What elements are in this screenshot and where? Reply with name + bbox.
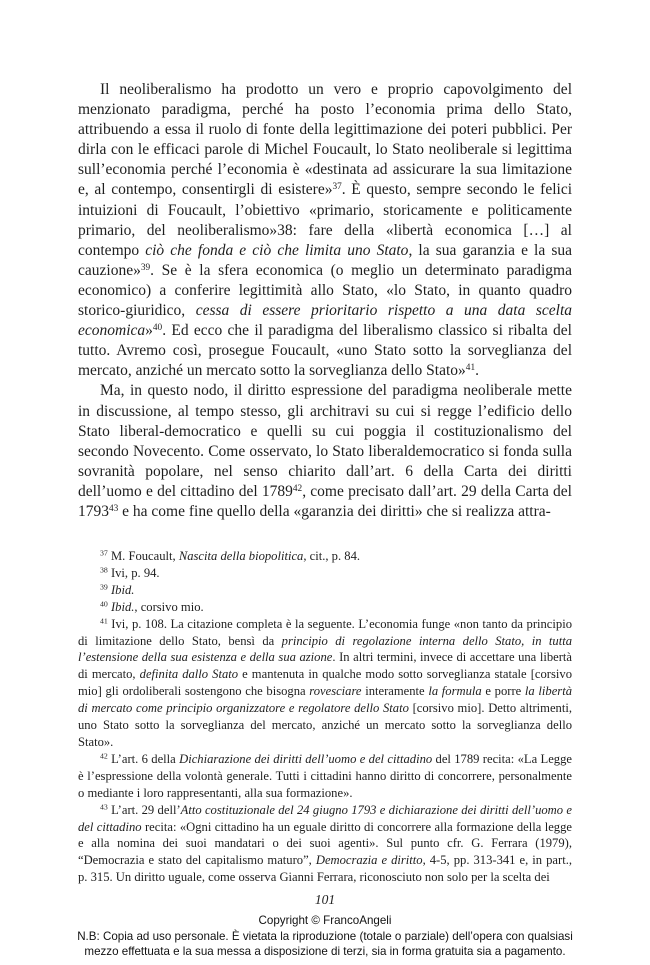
italic-text-run: Ibid. [110, 582, 135, 597]
text-run: interamente [361, 684, 429, 699]
footnote-reference: 43 [109, 503, 119, 514]
text-run: Il neoliberalismo ha prodotto un vero e proprio capovolgimento del menzionato paradigma, perché ha posto l’economia prima dello Stato, attribuendo a essa il ruolo di fonte della legittimazione dei poteri pubblici. Per dirla con le efficaci parole di Michel Foucault, lo Stato neoliberale si legittima sull’economia perché l’economia è «destinata ad assicurare la sua limitazione e, al contempo, consentirgli di esistere» [78, 81, 572, 199]
italic-text-run: la libertà di mercato come principio organizzatore e regolatore dello Stato [78, 684, 572, 716]
copyright-line: Copyright © FrancoAngeli [258, 914, 392, 927]
italic-text-run: Nascita della biopolitica [178, 549, 304, 563]
italic-text-run: rovesciare [309, 684, 362, 699]
text-run: Ma, in questo nodo, il diritto espressione del paradigma neoliberale mette in discussione, al tempo stesso, gli architravi su cui si regge l’edificio dello Stato liberal-democratico e quelli su cui poggia il costituzionalismo del secondo Novecento. Come osservato, lo Stato liberaldemocratico si fonda sulla sovranità popolare, nel senso chiarito dall’art. 6 della Carta dei diritti dell’uomo e del cittadino del 1789 [78, 382, 572, 500]
footnote-42 [78, 751, 572, 802]
footnote-reference: 39 [140, 262, 151, 273]
footnote-37 [78, 548, 572, 565]
body-text [78, 80, 572, 522]
text-run: L’art. 6 della [107, 751, 180, 766]
footnote-reference: 41 [465, 363, 476, 374]
text-run: e porre [481, 684, 525, 699]
footnote-39 [78, 582, 572, 599]
text-run: L’art. 29 dell’ [107, 802, 181, 817]
text-run: Ivi, p. 94. [107, 565, 160, 580]
footnote-41 [78, 616, 572, 751]
italic-text-run: ciò che fonda e ciò che limita uno Stato [145, 241, 409, 259]
footnote-reference: 43 [100, 802, 108, 812]
italic-text-run: Dichiarazione dei diritti dell’uomo e del cittadino [179, 751, 433, 766]
text-run: . Ed ecco che il paradigma del liberalismo classico si ribalta del tutto. Avremo così, prosegue Foucault, «uno Stato sotto la sorveglianza del mercato, anziché un mercato sotto la sorveglianza dello Stato» [78, 322, 572, 380]
text-run: M. Foucault, [107, 549, 179, 563]
text-run: . In altri termini, invece di accettare una libertà di mercato, [78, 650, 572, 682]
italic-text-run: principio di regolazione interna dello Stato, in tutta l’estensione della sua esistenza e della sua azione [78, 633, 572, 665]
italic-text-run: la formula [428, 684, 482, 699]
italic-text-run: Ibid. [110, 599, 135, 614]
text-run: del 1789 recita: «La Legge è l’espressione della volontà generale. Tutti i cittadini hanno diritto di concorrere, personalmente o mediante i loro rappresentanti, alla sua formazione». [78, 751, 572, 800]
footnote-reference: 37 [100, 548, 108, 558]
page-number: 101 [314, 892, 336, 907]
italic-text-run: Democrazia e diritto [315, 853, 423, 868]
footnote-38 [78, 565, 572, 582]
footnote-reference: 40 [100, 599, 108, 609]
text-run: » [145, 322, 153, 340]
footnote-reference: 37 [332, 182, 342, 193]
footnote-reference: 38 [100, 565, 108, 575]
text-run: . Se è la sfera economica (o meglio un determinato paradigma economico) a conferire legittimità allo Stato, «lo Stato, in quanto quadro storico-giuridico, [78, 261, 572, 320]
footnote-reference: 41 [100, 616, 108, 626]
text-run: e ha come fine quello della «garanzia dei diritti» che si realizza attra- [118, 502, 551, 520]
text-run: recita: «Ogni cittadino ha un eguale diritto di concorrere alla formazione della legge e alla nomina dei suoi mandatari o dei suoi agenti». Sul punto cfr. G. Ferrara (1979), “Democrazia e stato del capitalismo maturo”, [78, 819, 572, 868]
footnote-40 [78, 599, 572, 616]
text-run: , la sua garanzia e la sua cauzione» [78, 241, 573, 279]
text-run: . È questo, sempre secondo le felici intuizioni di Foucault, l’obiettivo «primario, storicamente e politicamente primario, del neoliberalismo»38: fare della «libertà economica […] al contempo [78, 181, 573, 259]
copyright-disclaimer-line: mezzo effettuata e la sua messa a disposizione di terzi, sia in forma gratuita sia a pagamento. [84, 945, 566, 959]
italic-text-run: cessa di essere prioritario rispetto a una data scelta economica [78, 302, 572, 340]
text-run: , corsivo mio. [134, 599, 204, 614]
italic-text-run: Atto costituzionale del 24 giugno 1793 e dichiarazione dei diritti dell’uomo e del cittadino [78, 802, 573, 834]
text-run: e mantenuta in qualche modo sotto sorveglianza statale [corsivo mio] gli ordoliberali sostengono che bisogna [78, 667, 572, 699]
text-run: , 4-5, pp. 313-341 e, in part., p. 315. Un diritto uguale, come osserva Gianni Ferrara, riconosciuto non solo per la scelta dei [78, 853, 572, 885]
footnote-reference: 39 [100, 582, 108, 592]
footnotes [78, 548, 572, 886]
text-run: , cit., p. 84. [303, 549, 361, 563]
copyright-disclaimer-line: N.B: Copia ad uso personale. È vietata la riproduzione (totale o parziale) dell’opera con qualsiasi [77, 929, 573, 943]
text-run: Ivi, p. 108. La citazione completa è la seguente. L’economia funge «non tanto da principio di limitazione dello Stato, bensì da [78, 616, 572, 648]
footnote-reference: 42 [100, 751, 108, 761]
footnote-reference: 42 [292, 483, 303, 494]
text-run: [corsivo mio]. Detto altrimenti, uno Stato sotto la sorveglianza del mercato, anziché un mercato sotto la sorveglianza dello Stato». [78, 701, 572, 749]
footnote-43 [78, 802, 572, 887]
text-run: . [475, 362, 479, 380]
body-paragraph-2 [78, 381, 572, 522]
footnote-reference: 40 [152, 323, 163, 334]
italic-text-run: definita dallo Stato [139, 667, 239, 682]
body-paragraph-1 [78, 80, 572, 381]
text-run: , come precisato dall’art. 29 della Carta del 1793 [78, 482, 572, 520]
copyright-notice [0, 913, 650, 960]
